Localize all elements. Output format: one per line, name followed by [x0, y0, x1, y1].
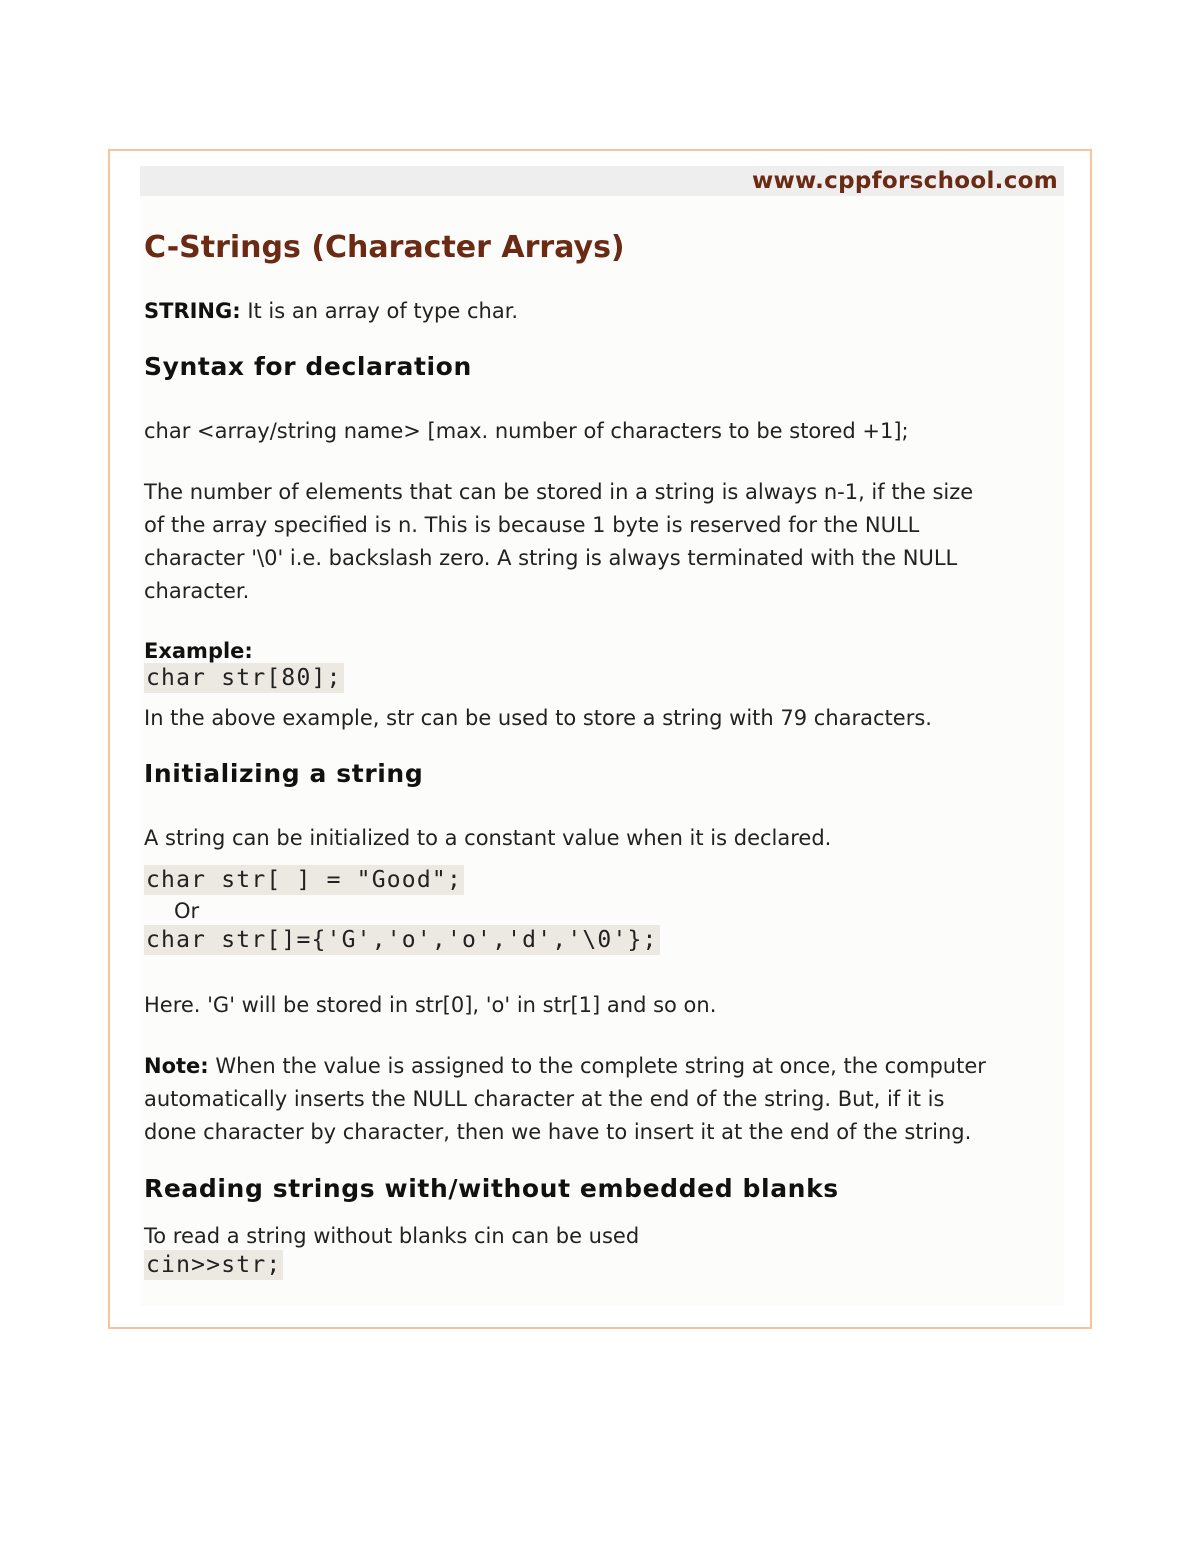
content-panel — [140, 166, 1064, 1306]
initializing-intro: A string can be initialized to a constant value when it is declared. — [144, 826, 832, 850]
init-code-1: char str[ ] = "Good"; — [146, 867, 462, 893]
syntax-line: char <array/string name> [max. number of characters to be stored +1]; — [144, 419, 909, 443]
paragraph-line: The number of elements that can be stored in a string is always n-1, if the size — [144, 480, 974, 504]
example-text: In the above example, str can be used to store a string with 79 characters. — [144, 706, 932, 730]
reading-heading: Reading strings with/without embedded blanks — [144, 1174, 839, 1203]
page-title: C-Strings (Character Arrays) — [144, 230, 625, 265]
paragraph-line: character. — [144, 579, 250, 603]
page-frame — [108, 149, 1092, 1329]
example-code-block — [144, 665, 344, 691]
note-paragraph — [144, 1050, 1054, 1149]
init-code-2-block — [144, 927, 660, 953]
init-explanation: Here. 'G' will be stored in str[0], 'o' in str[1] and so on. — [144, 993, 717, 1017]
site-url[interactable]: www.cppforschool.com — [751, 168, 1058, 194]
syntax-paragraph — [144, 476, 1054, 608]
init-code-1-block — [144, 867, 464, 893]
syntax-heading: Syntax for declaration — [144, 352, 472, 381]
note-line: done character by character, then we have to insert it at the end of the string. — [144, 1120, 972, 1144]
note-label: Note: — [144, 1054, 209, 1078]
reading-code-block — [144, 1252, 283, 1278]
example-label: Example: — [144, 639, 253, 663]
paragraph-line: character '\0' i.e. backslash zero. A string is always terminated with the NULL — [144, 546, 958, 570]
header-bar — [140, 166, 1064, 196]
string-definition — [144, 295, 1054, 328]
note-line: When the value is assigned to the complete string at once, the computer — [208, 1054, 986, 1078]
example-code: char str[80]; — [146, 665, 342, 691]
initializing-heading: Initializing a string — [144, 759, 424, 788]
or-word: Or — [174, 899, 200, 923]
note-line: automatically inserts the NULL character at the end of the string. But, if it is — [144, 1087, 945, 1111]
reading-text: To read a string without blanks cin can be used — [144, 1224, 640, 1248]
init-code-2: char str[]={'G','o','o','d','\0'}; — [146, 927, 658, 953]
paragraph-line: of the array specified is n. This is because 1 byte is reserved for the NULL — [144, 513, 920, 537]
string-text: It is an array of type char. — [240, 299, 519, 323]
reading-code: cin>>str; — [146, 1252, 282, 1278]
string-label: STRING: — [144, 299, 241, 323]
